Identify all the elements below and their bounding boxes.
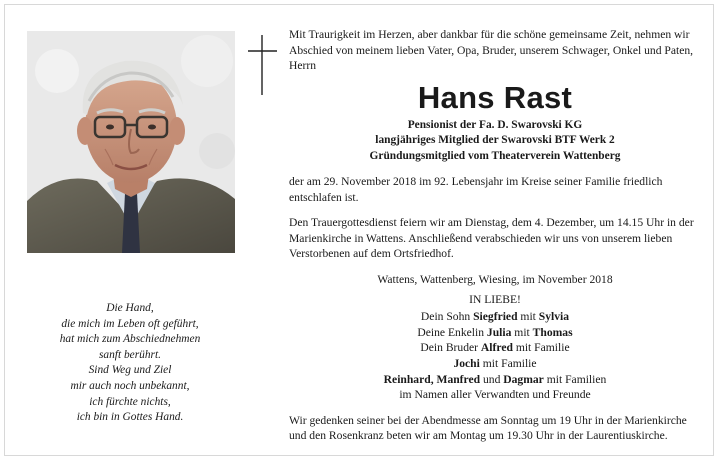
- family-line-son: Dein Sohn Siegfried mit Sylvia: [420, 310, 570, 324]
- titles-block: [289, 118, 701, 164]
- place-date: Wattens, Wattenberg, Wiesing, im November 2018: [377, 272, 613, 286]
- family-line-jochi: Jochi mit Familie: [453, 356, 537, 370]
- title-line: Pensionist der Fa. D. Swarovski KG: [407, 118, 583, 131]
- poem-line: sanft berührt.: [98, 348, 162, 361]
- deceased-name: Hans Rast: [417, 79, 573, 115]
- poem-line: Die Hand,: [106, 302, 154, 314]
- family-line-grandchild: Deine Enkelin Julia mit Thomas: [417, 325, 573, 339]
- family-line-brother: Dein Bruder Alfred mit Familie: [420, 341, 570, 355]
- poem-line: Sind Weg und Ziel: [88, 364, 172, 377]
- family-line-siblings: Reinhard, Manfred und Dagmar mit Familien: [383, 372, 607, 386]
- title-line: Gründungsmitglied vom Theaterverein Wattenberg: [369, 149, 621, 162]
- poem-line: ich fürchte nichts,: [89, 395, 171, 408]
- poem: [25, 301, 235, 426]
- title-line: langjähriges Mitglied der Swarovski BTF Werk 2: [375, 134, 615, 147]
- family-list: [289, 309, 701, 403]
- funeral-notice: Den Trauergottesdienst feiern wir am Dienstag, dem 4. Dezember, um 14.15 Uhr in der Marienkirche in Wattens. Anschließend verabschieden wir uns von unserem lieben Verstorbenen auf dem Ortsfriedhof.: [289, 216, 694, 261]
- poem-line: hat mich zum Abschiednehmen: [59, 333, 201, 346]
- poem-line: mir auch noch unbekannt,: [70, 379, 190, 392]
- memorial-notice: Wir gedenken seiner bei der Abendmesse am Sonntag um 19 Uhr in der Marienkirche und den Rosenkranz beten wir am Montag um 19.30 Uhr in der Laurentiuskirche.: [289, 413, 687, 443]
- poem-line: die mich im Leben oft geführt,: [61, 317, 199, 330]
- obituary-card: [4, 4, 714, 456]
- family-line-all: im Namen aller Verwandten und Freunde: [399, 388, 591, 402]
- death-notice: der am 29. November 2018 im 92. Lebensjahr im Kreise seiner Familie friedlich entschlafen ist.: [289, 175, 663, 204]
- portrait-photo: [27, 31, 235, 253]
- intro-text: Mit Traurigkeit im Herzen, aber dankbar für die schöne gemeinsame Zeit, nehmen wir Abschied von meinem lieben Vater, Opa, Bruder, unserem Schwager, Onkel und Paten, Herrn: [289, 28, 694, 73]
- cross-icon: [248, 35, 278, 95]
- in-liebe: IN LIEBE!: [469, 292, 521, 306]
- poem-line: ich bin in Gottes Hand.: [76, 411, 184, 424]
- obituary-text: [289, 27, 701, 444]
